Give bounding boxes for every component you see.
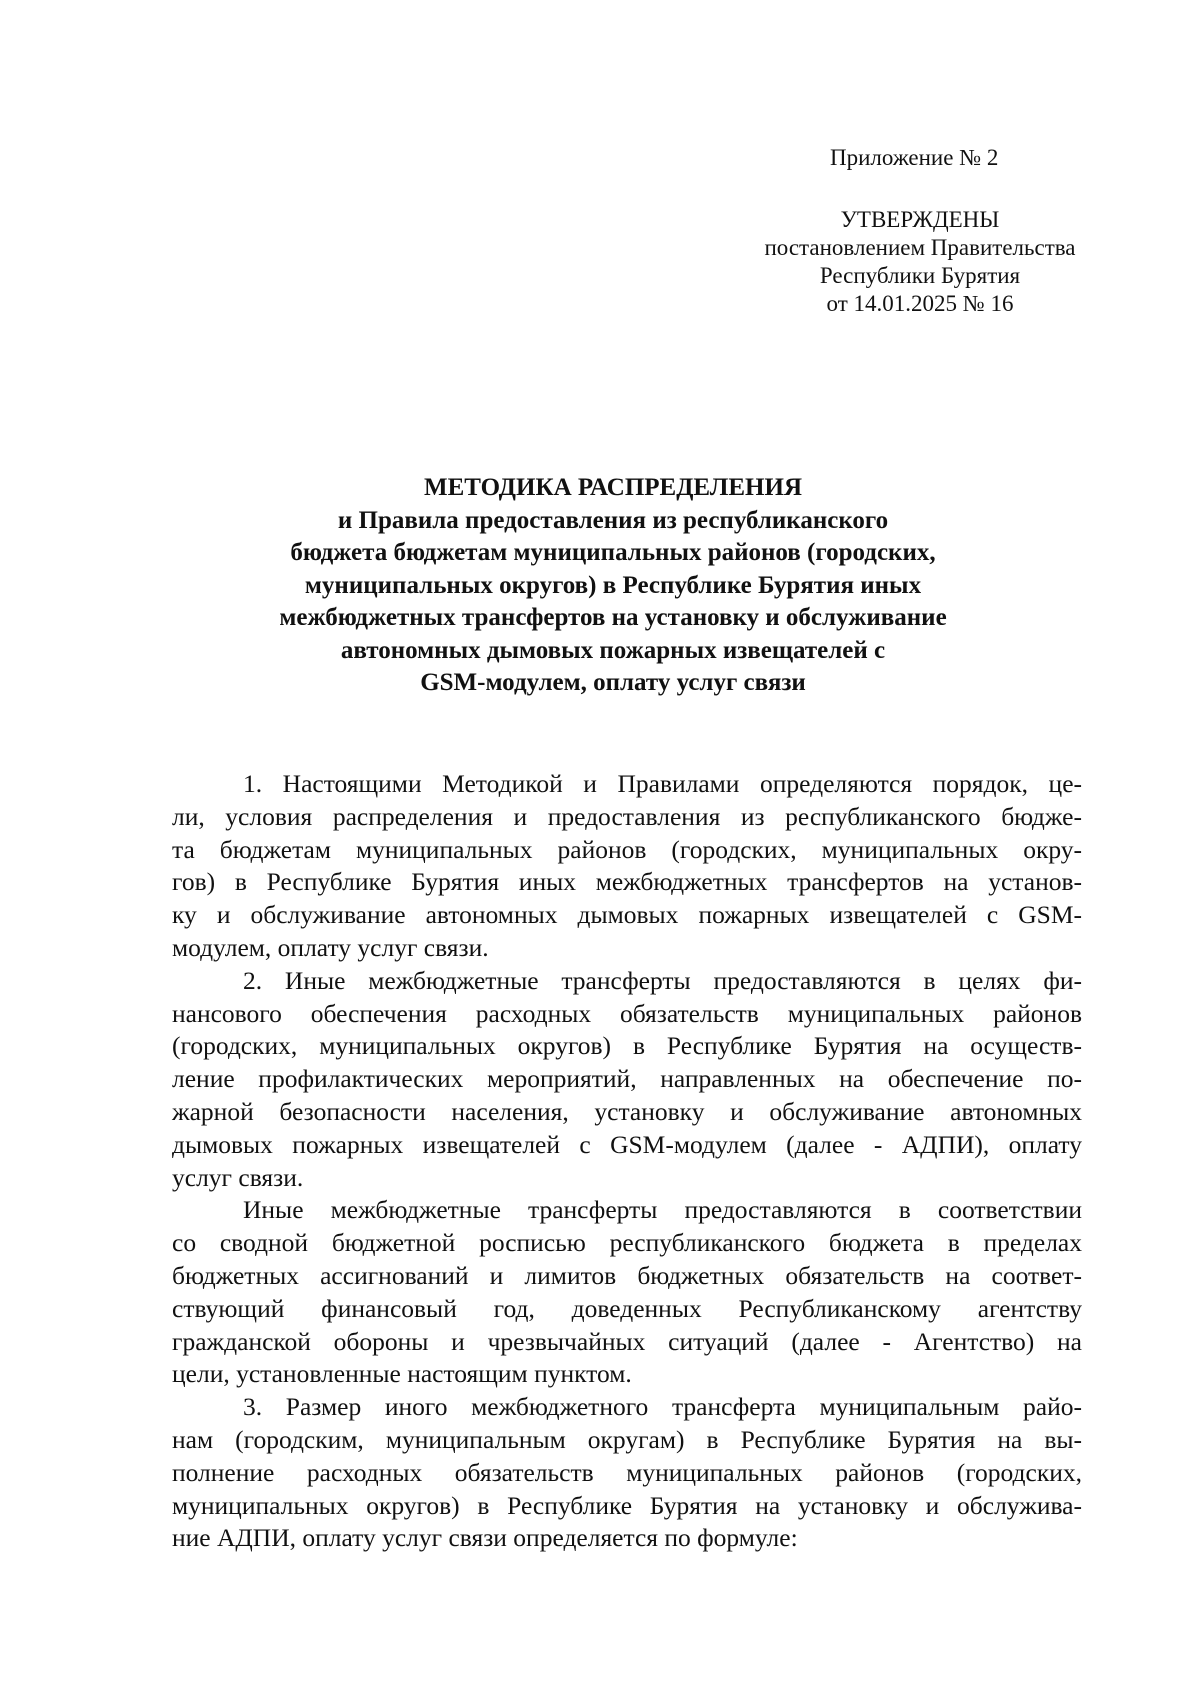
paragraph-1-line: ли, условия распределения и предоставления из республиканского бюдже- <box>172 801 1082 831</box>
paragraph-4-line: ние АДПИ, оплату услуг связи определяется по формуле: <box>172 1523 798 1553</box>
paragraph-1-line: та бюджетам муниципальных районов (городских, муниципальных окру- <box>172 834 1082 864</box>
paragraph-3-line: цели, установленные настоящим пунктом. <box>172 1359 632 1389</box>
paragraph-1-line: 1. Настоящими Методикой и Правилами определяются порядок, це- <box>243 769 1082 798</box>
title-line: GSM-модулем, оплату услуг связи <box>420 669 806 696</box>
paragraph-2-line: ление профилактических мероприятий, направленных на обеспечение по- <box>172 1064 1082 1094</box>
paragraph-4-line: полнение расходных обязательств муниципальных районов (городских, <box>172 1457 1082 1487</box>
title-line: муниципальных округов) в Республике Бурятия иных <box>304 571 922 599</box>
approval-line: постановлением Правительства <box>764 235 1076 260</box>
paragraph-2-line: жарной безопасности населения, установку и обслуживание автономных <box>172 1096 1082 1126</box>
paragraph-1-line: модулем, оплату услуг связи. <box>172 932 489 962</box>
paragraph-3-line: Иные межбюджетные трансферты предоставляются в соответствии <box>243 1195 1082 1225</box>
paragraph-2-line: нансового обеспечения расходных обязательств муниципальных районов <box>172 998 1082 1028</box>
paragraph-2-line: услуг связи. <box>172 1162 304 1192</box>
approval-line: Республики Бурятия <box>819 263 1021 288</box>
paragraph-2-line: (городских, муниципальных округов) в Республике Бурятия на осуществ- <box>172 1031 1082 1061</box>
paragraph-2-line: дымовых пожарных извещателей с GSM-модулем (далее - АДПИ), оплату <box>172 1129 1082 1159</box>
title-line: автономных дымовых пожарных извещателей с <box>340 636 886 664</box>
title-line: МЕТОДИКА РАСПРЕДЕЛЕНИЯ <box>423 474 802 501</box>
title-line: межбюджетных трансфертов на установку и обслуживание <box>279 604 947 631</box>
paragraph-4-line: нам (городским, муниципальным округам) в Республике Бурятия на вы- <box>172 1424 1082 1454</box>
paragraph-4-line: муниципальных округов) в Республике Бурятия на установку и обслужива- <box>172 1490 1082 1520</box>
document-title <box>170 472 1056 700</box>
document-body <box>172 768 1082 1555</box>
approval-line: от 14.01.2025 № 16 <box>826 291 1014 316</box>
paragraph-1-line: ку и обслуживание автономных дымовых пожарных извещателей с GSM- <box>172 900 1082 930</box>
paragraph-3-line: бюджетных ассигнований и лимитов бюджетных обязательств на соответ- <box>172 1260 1082 1290</box>
paragraph-3-line: со сводной бюджетной росписью республиканского бюджета в пределах <box>172 1228 1082 1258</box>
approval-line: УТВЕРЖДЕНЫ <box>840 207 1000 232</box>
title-line: бюджета бюджетам муниципальных районов (городских, <box>290 539 936 566</box>
title-line: и Правила предоставления из республиканского <box>337 506 889 534</box>
approval-block <box>740 206 1100 318</box>
paragraph-2-line: 2. Иные межбюджетные трансферты предоставляются в целях фи- <box>243 965 1082 995</box>
paragraph-1-line: гов) в Республике Бурятия иных межбюджетных трансфертов на установ- <box>172 867 1082 897</box>
paragraph-3-line: гражданской обороны и чрезвычайных ситуаций (далее - Агентство) на <box>172 1326 1082 1356</box>
appendix-label: Приложение № 2 <box>830 145 999 170</box>
paragraph-3-line: ствующий финансовый год, доведенных Республиканскому агентству <box>172 1293 1082 1323</box>
paragraph-4-line: 3. Размер иного межбюджетного трансферта муниципальным райо- <box>243 1392 1082 1422</box>
